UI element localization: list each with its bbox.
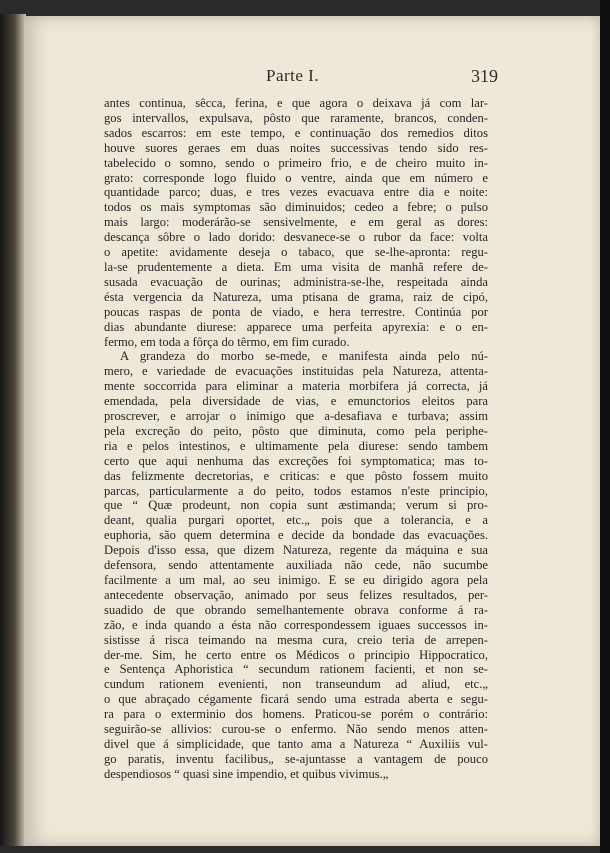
text-line: antes continua, sêcca, ferina, e que agora o deixava já com lar-	[104, 96, 488, 110]
text-line: despendiosos “ quasi sine impendio, et quibus vivimus.„	[104, 766, 389, 781]
text-line: zão, e inda quando a ésta não correspondessem iguaes successos in-	[104, 617, 488, 632]
text-line: suadido de que obrando semelhantemente obrava conforme á ra-	[104, 602, 488, 617]
text-line: que “ Quæ prodeunt, non copia sunt æstimanda; verum si pro-	[104, 498, 488, 513]
text-line: fermo, em toda a fôrça do têrmo, em fim curado.	[104, 334, 350, 349]
text-line: divel que á simplicidade, que tanto ama a Natureza “ Auxiliis vul-	[104, 736, 488, 751]
text-line: seguirão-se allivios: curou-se o enfermo. Não sendo menos atten-	[104, 722, 488, 737]
text-line: o que abraçado cégamente ficará sendo uma estrada aberta e segu-	[104, 692, 488, 707]
text-line: Depois d'isso essa, que dizem Natureza, regente da máquina e sua	[104, 543, 488, 558]
text-line: sados escarros: em este tempo, e continuação dos remedios ditos	[104, 125, 488, 140]
text-line: o apetite: avidamente deseja o tabaco, que se-lhe-apronta: regu-	[104, 245, 488, 260]
text-line: susada evacuação de ourinas; administra-se-lhe, respeitada ainda	[104, 274, 488, 289]
text-line: descança sôbre o lado dorido: desvanece-se o rubor da face: volta	[104, 230, 488, 245]
text-line: todos os mais symptomas são diminuidos; cedeo a febre; o pulso	[104, 200, 488, 215]
text-line: grato: corresponde logo fluido o ventre, ainda que em número e	[104, 170, 488, 185]
text-line: mente soccorrida para eliminar a materia morbifera já correcta, já	[104, 379, 488, 394]
text-line: ésta vergencia da Natureza, uma ptisana de grama, raiz de cipó,	[104, 289, 488, 304]
book-gutter	[0, 14, 26, 846]
page-edge	[600, 0, 610, 853]
text-line: sistisse á risca teimando na mesma cura, creio teria de arrepen-	[104, 632, 488, 647]
text-line: certo que aqui nenhuma das excreções foi symptomatica; mas to-	[104, 453, 488, 468]
text-line: euphoria, são quem determina e decide da bondade das evacuações.	[104, 528, 488, 543]
text-line: tabelecido o somno, sendo o primeiro frio, e de cheiro muito in-	[104, 155, 488, 170]
text-line: la-se prudentemente a dieta. Em uma visita de manhã refere de-	[104, 259, 488, 274]
text-line: gos intervallos, expulsava, pôsto que raramente, brancos, conden-	[104, 110, 488, 125]
text-line: defensora, sendo attentamente auxiliada não cede, não sucumbe	[104, 558, 488, 573]
text-line: facilmente a um mal, ao seu inimigo. E se eu dirigido agora pela	[104, 573, 488, 587]
page-number: 319	[471, 66, 498, 86]
text-line: poucas raspas de ponta de viado, e hera terrestre. Continúa por	[104, 304, 488, 319]
text-line: ria e pelos intestinos, e ultimamente pela diurese: sendo tambem	[104, 438, 488, 453]
running-head: Parte I.	[266, 66, 320, 85]
text-line: pela excreção do peito, pôsto que diminuta, como pela periphe-	[104, 423, 488, 438]
text-line: mais largo: moderárão-se sensivelmente, e em geral as dores:	[104, 215, 488, 230]
text-line: houve suores geraes em duas noites successivas tendo sido res-	[104, 140, 488, 155]
text-line: emendada, pela diversidade de vias, e emunctorios eleitos para	[104, 394, 488, 409]
text-line: dias abundante diurese: apparece uma perfeita apyrexia: e o en-	[104, 319, 488, 334]
text-line: parcas, particularmente a do peito, todos estamos n'este principio,	[104, 483, 488, 498]
text-line: ra para o exterminio dos homens. Praticou-se porém o contrário:	[104, 707, 488, 722]
text-line: antecedente observação, animado por seus felizes resultados, per-	[104, 587, 488, 602]
text-line: e Sentença Aphoristica “ secundum rationem facienti, et non se-	[104, 662, 488, 677]
paragraph-first-line: A grandeza do morbo se-mede, e manifesta ainda pelo nú-	[120, 349, 488, 364]
text-line: der-me. Sim, he certo entre os Médicos o principio Hippocratico,	[104, 647, 488, 662]
body-text	[104, 96, 488, 782]
text-line: mero, e variedade de evacuações instituidas pela Natureza, attenta-	[104, 364, 488, 379]
text-line: cundum rationem evenienti, non transeundum ad aliud, etc.„	[104, 677, 488, 692]
text-line: proscrever, e arrojar o inimigo que a-desafiava e turbava; assim	[104, 409, 488, 424]
text-line: das felizmente decretorias, e criticas: e que pôsto fossem muito	[104, 468, 488, 483]
text-line: go paratis, inventu facilibus„ se-ajuntasse a vantagem de pouco	[104, 751, 488, 766]
text-line: deant, qualia purgari oportet, etc.„ pois que a tolerancia, e a	[104, 513, 488, 528]
page-header	[104, 66, 498, 90]
text-line: quantidade parco; duas, e tres vezes evacuava entre dia e noite:	[104, 185, 488, 200]
